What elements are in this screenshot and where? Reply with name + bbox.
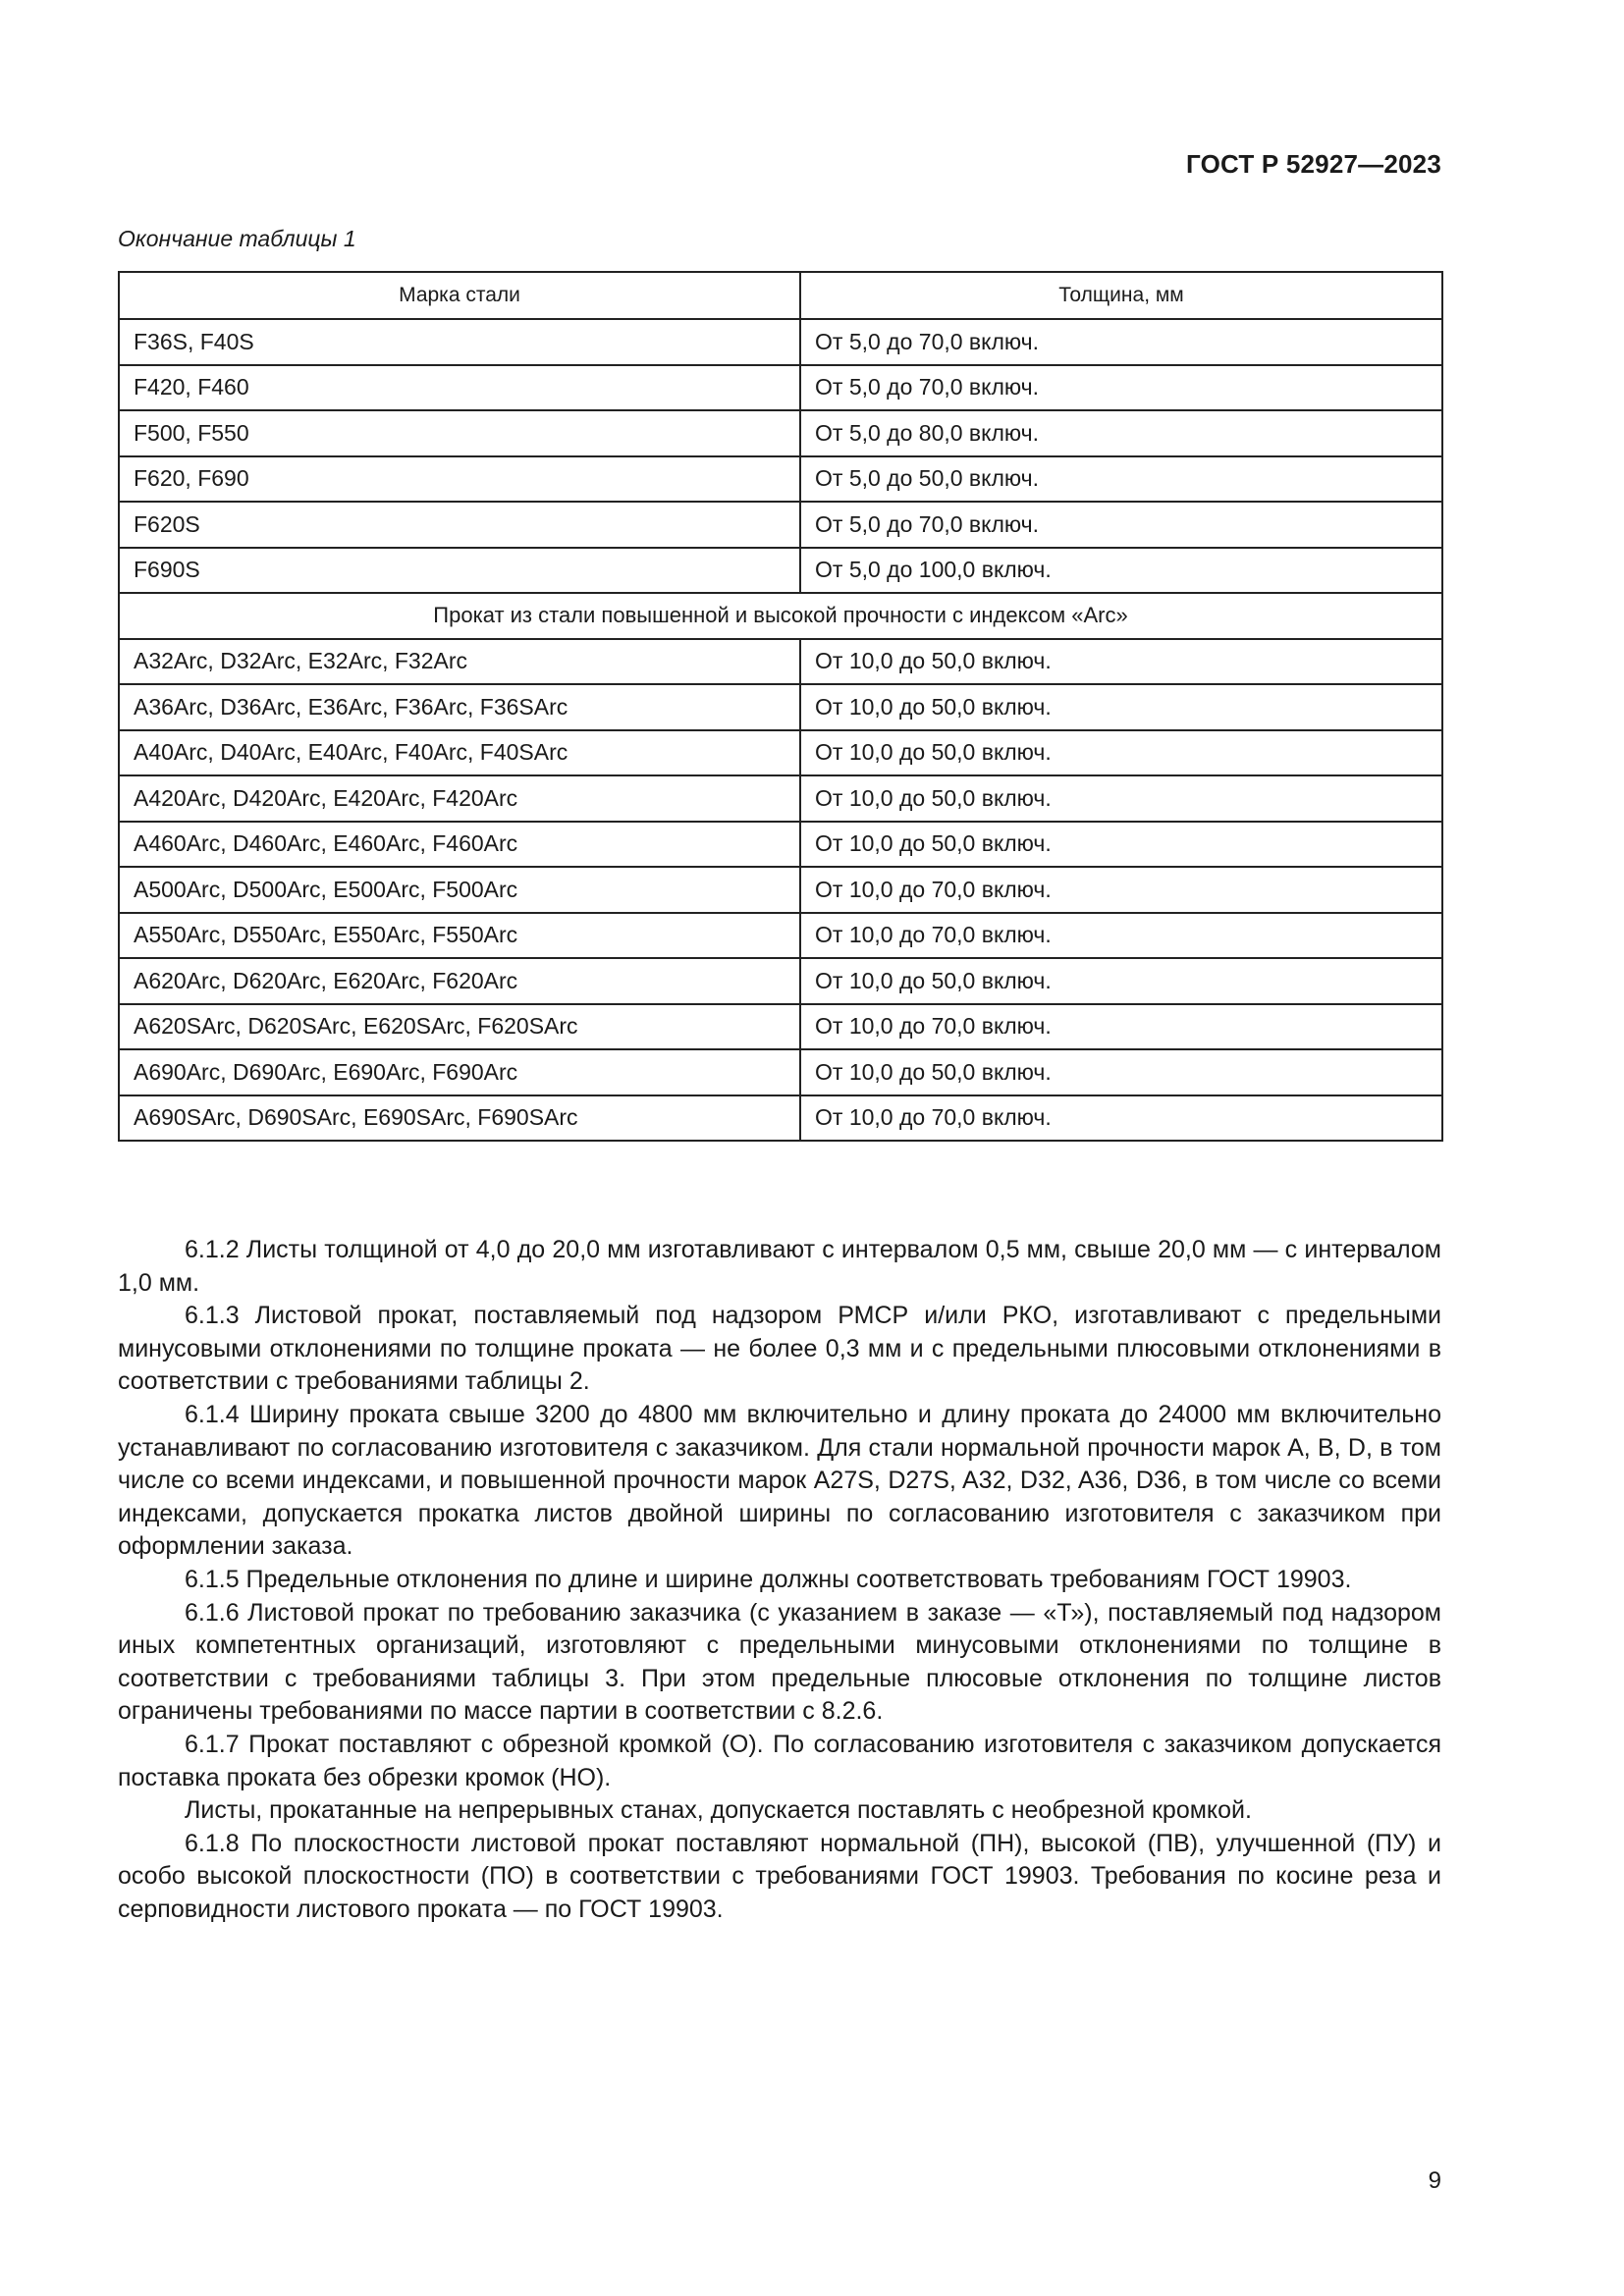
table-section-row (119, 593, 1442, 639)
paragraph-6-1-5: 6.1.5 Предельные отклонения по длине и ширине должны соответствовать требованиям ГОСТ 19903. (185, 1565, 1352, 1593)
steel-grade-cell: F620S (119, 502, 800, 548)
column-header-thickness: Толщина, мм (800, 272, 1442, 319)
table-header-row (119, 272, 1442, 319)
steel-grade-cell: F36S, F40S (119, 319, 800, 365)
paragraph-6-1-4: 6.1.4 Ширину проката свыше 3200 до 4800 мм включительно и длину проката до 24000 мм включительно устанавливают по согласованию изготовителя с заказчиком. Для стали нормальной прочности марок A, B, D, в том числе со всеми индексами, и повышенной прочности марок A27S, D27S, A32, D32, A36, D36, в том числе со всеми индексами, допускается прокатка листов двойной ширины по согласованию изготовителя с заказчиком при оформлении заказа. (118, 1400, 1441, 1561)
table-row (119, 548, 1442, 594)
steel-grade-thickness-table (118, 271, 1443, 1142)
thickness-cell: От 10,0 до 50,0 включ. (800, 1049, 1442, 1095)
thickness-cell: От 10,0 до 70,0 включ. (800, 1095, 1442, 1142)
steel-grade-cell: A620Arc, D620Arc, E620Arc, F620Arc (119, 958, 800, 1004)
table-row (119, 639, 1442, 685)
table-row (119, 319, 1442, 365)
thickness-cell: От 10,0 до 50,0 включ. (800, 822, 1442, 868)
steel-grade-cell: A36Arc, D36Arc, E36Arc, F36Arc, F36SArc (119, 684, 800, 730)
table-row (119, 867, 1442, 913)
table-row (119, 410, 1442, 456)
table-row (119, 913, 1442, 959)
table-row (119, 775, 1442, 822)
steel-grade-cell: A40Arc, D40Arc, E40Arc, F40Arc, F40SArc (119, 730, 800, 776)
steel-grade-cell: A420Arc, D420Arc, E420Arc, F420Arc (119, 775, 800, 822)
steel-grade-cell: A460Arc, D460Arc, E460Arc, F460Arc (119, 822, 800, 868)
steel-grade-cell: A620SArc, D620SArc, E620SArc, F620SArc (119, 1004, 800, 1050)
thickness-cell: От 10,0 до 50,0 включ. (800, 775, 1442, 822)
steel-grade-cell: F500, F550 (119, 410, 800, 456)
steel-grade-cell: A550Arc, D550Arc, E550Arc, F550Arc (119, 913, 800, 959)
steel-grade-cell: F690S (119, 548, 800, 594)
table-row (119, 365, 1442, 411)
table-section-label: Прокат из стали повышенной и высокой прочности с индексом «Arc» (119, 593, 1442, 639)
thickness-cell: От 10,0 до 70,0 включ. (800, 913, 1442, 959)
steel-grade-cell: A690SArc, D690SArc, E690SArc, F690SArc (119, 1095, 800, 1142)
column-header-steel-grade: Марка стали (119, 272, 800, 319)
paragraph-6-1-8: 6.1.8 По плоскостности листовой прокат поставляют нормальной (ПН), высокой (ПВ), улучшенной (ПУ) и особо высокой плоскостности (ПО) в соответствии с требованиями ГОСТ 19903. Требования по косине реза и серповидности листового проката — по ГОСТ 19903. (118, 1829, 1441, 1923)
thickness-cell: От 5,0 до 70,0 включ. (800, 502, 1442, 548)
paragraph-6-1-7-note: Листы, прокатанные на непрерывных станах, допускается поставлять с необрезной кромкой. (185, 1796, 1252, 1825)
thickness-cell: От 5,0 до 80,0 включ. (800, 410, 1442, 456)
paragraph-6-1-6: 6.1.6 Листовой прокат по требованию заказчика (с указанием в заказе — «Т»), поставляемый под надзором иных компетентных организаций, изготовляют с предельными минусовыми отклонениями по толщине в соответствии с требованиями таблицы 3. При этом предельные плюсовые отклонения по толщине листов ограничены требованиями по массе партии в соответствии с 8.2.6. (118, 1598, 1441, 1726)
table-row (119, 958, 1442, 1004)
thickness-cell: От 5,0 до 100,0 включ. (800, 548, 1442, 594)
thickness-cell: От 5,0 до 70,0 включ. (800, 319, 1442, 365)
table-row (119, 684, 1442, 730)
table-row (119, 1095, 1442, 1142)
thickness-cell: От 5,0 до 50,0 включ. (800, 456, 1442, 503)
table-row (119, 1049, 1442, 1095)
thickness-cell: От 10,0 до 50,0 включ. (800, 639, 1442, 685)
thickness-cell: От 10,0 до 50,0 включ. (800, 958, 1442, 1004)
steel-grade-cell: F620, F690 (119, 456, 800, 503)
table-row (119, 730, 1442, 776)
thickness-cell: От 10,0 до 50,0 включ. (800, 684, 1442, 730)
document-standard-number: ГОСТ Р 52927—2023 (1186, 149, 1441, 179)
thickness-cell: От 10,0 до 50,0 включ. (800, 730, 1442, 776)
table-row (119, 822, 1442, 868)
paragraph-6-1-7: 6.1.7 Прокат поставляют с обрезной кромкой (О). По согласованию изготовителя с заказчиком допускается поставка проката без обрезки кромок (НО). (118, 1730, 1441, 1791)
steel-grade-cell: A500Arc, D500Arc, E500Arc, F500Arc (119, 867, 800, 913)
thickness-cell: От 5,0 до 70,0 включ. (800, 365, 1442, 411)
table-row (119, 456, 1442, 503)
steel-grade-cell: A32Arc, D32Arc, E32Arc, F32Arc (119, 639, 800, 685)
paragraph-6-1-2: 6.1.2 Листы толщиной от 4,0 до 20,0 мм изготавливают с интервалом 0,5 мм, свыше 20,0 мм — с интервалом 1,0 мм. (118, 1236, 1441, 1297)
steel-grade-cell: F420, F460 (119, 365, 800, 411)
paragraph-6-1-3: 6.1.3 Листовой прокат, поставляемый под надзором РМСР и/или РКО, изготавливают с предельными минусовыми отклонениями по толщине проката — не более 0,3 мм и с предельными плюсовыми отклонениями в соответствии с требованиями таблицы 2. (118, 1302, 1441, 1396)
steel-grade-cell: A690Arc, D690Arc, E690Arc, F690Arc (119, 1049, 800, 1095)
table-row (119, 1004, 1442, 1050)
thickness-cell: От 10,0 до 70,0 включ. (800, 867, 1442, 913)
thickness-cell: От 10,0 до 70,0 включ. (800, 1004, 1442, 1050)
page-number: 9 (1428, 2167, 1441, 2194)
table-row (119, 502, 1442, 548)
table-caption: Окончание таблицы 1 (118, 226, 356, 251)
body-text (118, 1234, 1441, 1926)
